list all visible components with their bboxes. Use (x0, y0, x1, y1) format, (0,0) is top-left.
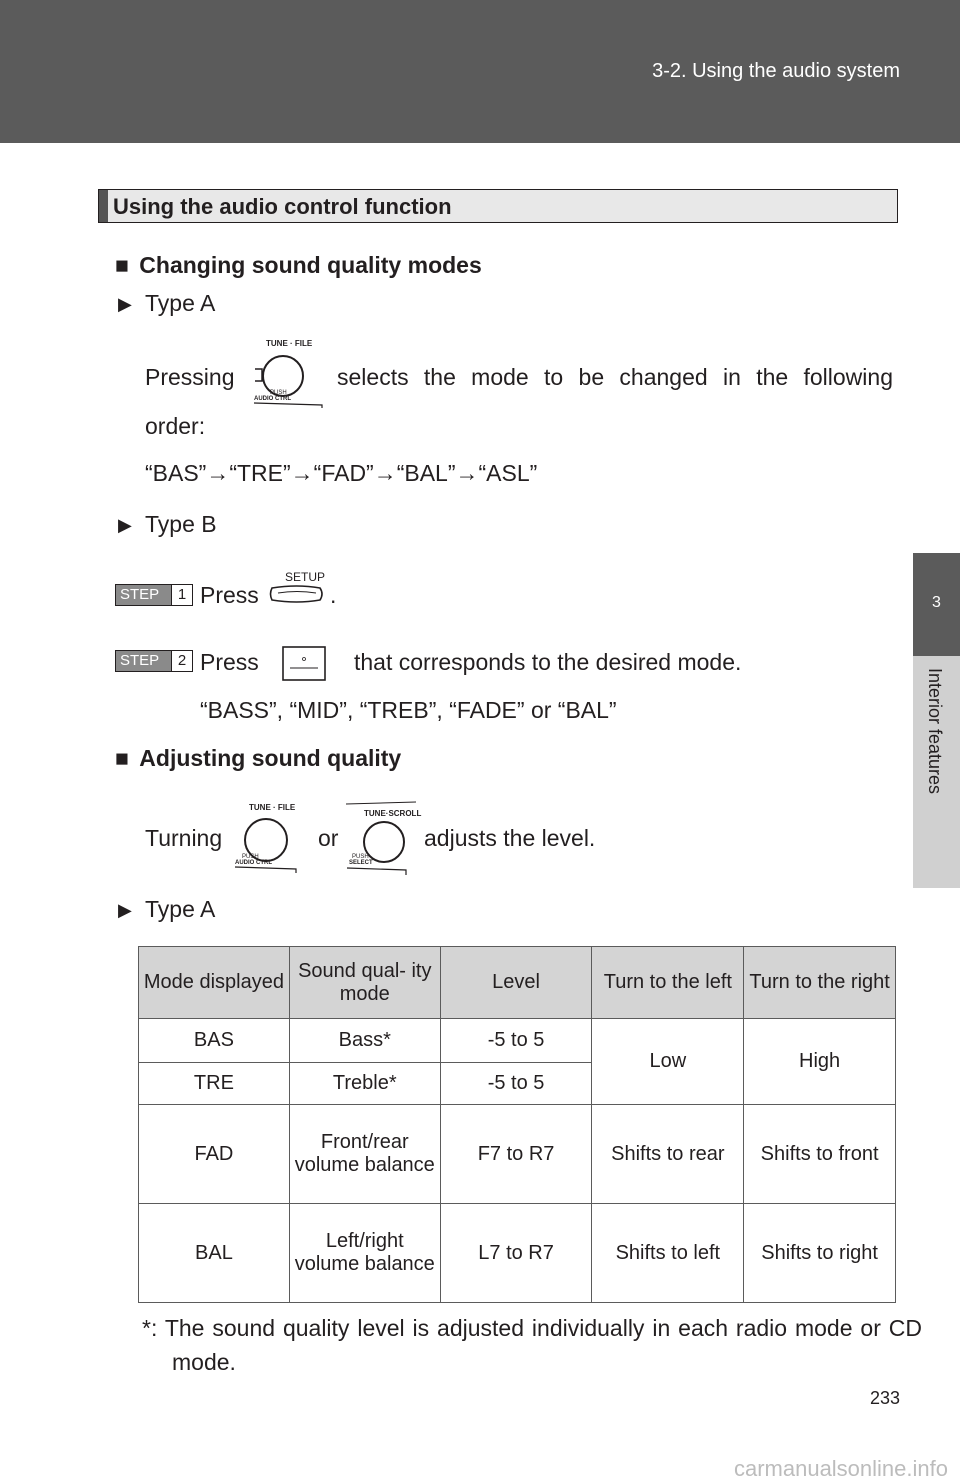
table-header-cell: Turn to the right (744, 947, 896, 1019)
table-row (139, 1105, 896, 1204)
table-cell: -5 to 5 (440, 1063, 592, 1105)
table-cell: BAL (139, 1204, 290, 1303)
section-title: Using the audio control function (113, 194, 452, 219)
turning-text: Turning (145, 825, 223, 851)
type-a-label-2: Type A (145, 896, 216, 922)
table-header-cell: Mode displayed (139, 947, 290, 1019)
knob-push-label-2: SELECT (349, 860, 373, 866)
section-accent (99, 190, 108, 222)
knob-push-label: PUSH (242, 854, 259, 860)
header-section-title: 3-2. Using the audio system (652, 60, 900, 82)
step-label: STEP (120, 586, 160, 603)
table-cell: Front/rear volume balance (289, 1105, 440, 1204)
table-header-cell: Level (440, 947, 592, 1019)
step2-press: Press (200, 649, 259, 675)
order-text: order: (145, 413, 206, 439)
knob-push-label: PUSH (270, 390, 287, 396)
tune-file-knob-icon (250, 336, 330, 408)
step-number: 1 (171, 585, 192, 605)
table-cell: High (744, 1019, 896, 1105)
subheading-changing-modes (115, 252, 482, 279)
knob-push-label-2: AUDIO CTRL (235, 860, 272, 866)
table-cell: FAD (139, 1105, 290, 1204)
step-number: 2 (171, 651, 192, 671)
header-bar (0, 0, 960, 143)
table-row (139, 1019, 896, 1063)
table-cell: Bass* (289, 1019, 440, 1063)
step-badge-2 (115, 650, 193, 672)
table-header-row (139, 947, 896, 1019)
table-cell: TRE (139, 1063, 290, 1105)
subheading-text: Changing sound quality modes (139, 252, 482, 278)
arrow-icon: ▶ (118, 515, 132, 535)
table-cell: Shifts to front (744, 1105, 896, 1204)
pressing-text-rest: selects the mode to be changed in the following (337, 364, 893, 390)
type-b-label: Type B (145, 511, 217, 537)
bullet-square: ■ (115, 745, 129, 771)
table-cell: BAS (139, 1019, 290, 1063)
table-cell: Shifts to right (744, 1204, 896, 1303)
step-badge-1 (115, 584, 193, 606)
table-cell: Left/right volume balance (289, 1204, 440, 1303)
table-cell: Shifts to rear (592, 1105, 744, 1204)
step1-press: Press (200, 582, 259, 608)
bullet-square: ■ (115, 252, 129, 278)
table-header-cell: Sound qual- ity mode (289, 947, 440, 1019)
section-heading (98, 189, 898, 223)
knob-top-label: TUNE·SCROLL (364, 809, 422, 818)
or-text: or (318, 825, 339, 851)
mode-sequence: “BAS”→“TRE”→“FAD”→“BAL”→“ASL” (145, 460, 538, 486)
sound-quality-table (138, 946, 896, 1303)
chapter-number-tab: 3 (913, 553, 960, 656)
table-cell: Treble* (289, 1063, 440, 1105)
arrow-icon: ▶ (118, 900, 132, 920)
tune-file-knob-icon (232, 800, 312, 874)
subheading-adjusting (115, 745, 401, 772)
footnote: *: The sound quality level is adjusted individually in each radio mode or CD mode. (142, 1315, 922, 1375)
table-cell: Low (592, 1019, 744, 1105)
setup-label: SETUP (285, 570, 326, 584)
knob-top-label: TUNE · FILE (266, 339, 313, 348)
arrow-icon: ▶ (118, 294, 132, 314)
chapter-label: Interior features (925, 668, 945, 795)
watermark: carmanualsonline.info (733, 1456, 948, 1481)
knob-top-label: TUNE · FILE (249, 803, 296, 812)
table-cell: F7 to R7 (440, 1105, 592, 1204)
tune-scroll-knob-icon (344, 800, 422, 876)
table-cell: -5 to 5 (440, 1019, 592, 1063)
chapter-label-tab (913, 656, 960, 888)
subheading-text: Adjusting sound quality (139, 745, 402, 771)
knob-push-label-2: AUDIO CTRL (254, 396, 291, 402)
page-number: 233 (869, 1388, 900, 1408)
step2-text: that corresponds to the desired mode. (354, 649, 742, 675)
table-header-cell: Turn to the left (592, 947, 744, 1019)
modes-list: “BASS”, “MID”, “TREB”, “FADE” or “BAL” (200, 697, 617, 723)
preset-button-icon (282, 646, 326, 682)
setup-button-icon (268, 568, 326, 608)
table-cell: L7 to R7 (440, 1204, 592, 1303)
table-cell: Shifts to left (592, 1204, 744, 1303)
knob-push-label: PUSH (352, 854, 369, 860)
pressing-text: Pressing (145, 364, 235, 390)
step1-period: . (330, 582, 337, 608)
step-label: STEP (120, 652, 160, 669)
adjusts-text: adjusts the level. (424, 825, 596, 851)
table-row (139, 1204, 896, 1303)
type-a-label: Type A (145, 290, 216, 316)
